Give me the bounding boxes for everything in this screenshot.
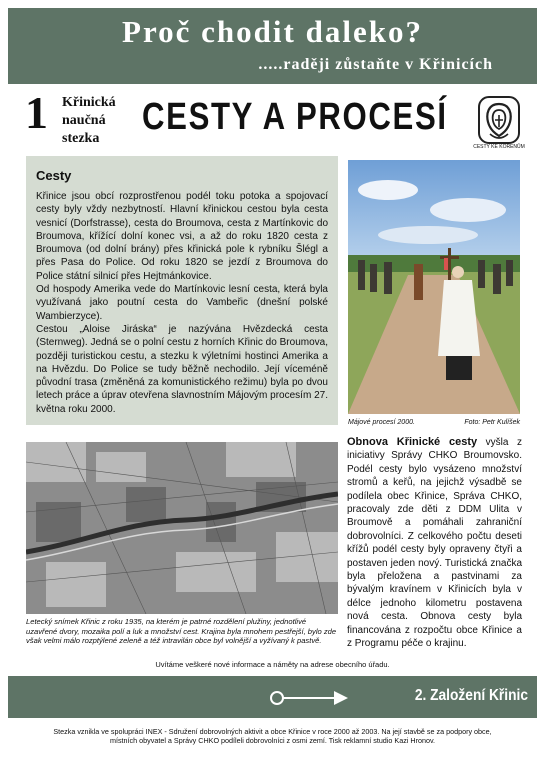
main-subtitle: .....raději zůstaňte v Křinicích [258, 56, 493, 73]
trail-number: 1 [25, 87, 48, 138]
cesty-body [36, 190, 328, 416]
next-stop-label: 2. Založení Křinic [414, 687, 528, 704]
main-title: Proč chodit daleko? [122, 14, 423, 49]
trail-name-line: stezka [62, 131, 100, 146]
section-heading: CESTY A PROCESÍ [142, 96, 448, 138]
photo-credit: Foto: Petr Kulíšek [464, 419, 520, 426]
obnova-text [347, 436, 522, 651]
arrow-right-icon [268, 689, 352, 707]
cesty-title: Cesty [36, 168, 72, 183]
top-banner [8, 8, 537, 84]
trail-name [62, 94, 116, 148]
trail-name-line: naučná [62, 113, 106, 128]
trail-name-line: Křinická [62, 95, 116, 110]
cesty-text-box [26, 156, 338, 425]
footer-line: místních obyvatel a Správy CHKO podíleli dobrovolníci z osmi zemí. Tisk reklamní studio Kazi Hronov. [109, 736, 436, 746]
aerial-caption: Letecký snímek Křinic z roku 1935, na kterém je patrné rozdělení plužiny, jednotlivé uzavřené dvory, mozaika polí a luk a množství cest. Krajina byla mnohem pestřejší, bylo zde však velmi málo rozptýlené zeleně a též intravilán obce byl volnější a vyžívaný k pastvě. [26, 617, 337, 646]
obnova-body: vyšla z iniciativy Správy CHKO Broumovsko. Podél cesty bylo vysázeno množství stromů a keřů, na jejichž výsadbě se podílela obec Křinice, Správa CHKO, pracovaly zde děti z DDM Ulita v Broumově a pomáhali zahraniční dobrovolníci. Z celkového počtu deseti křížů podél cesty byly opraveny čtyři a postaven jeden nový. Turistická značka byla přeložena a pastvinami za bývalým kravínem v Křinicích byla v délce jednoho kilometru postavena nová cesta. Obnova cesty byla financována z rozpočtu obce Křinice a z Programu péče o krajinu. [347, 437, 523, 650]
invitation-note: Uvítáme veškeré nové informace a náměty na adrese obecního úřadu. [155, 660, 390, 669]
cesty-paragraph: Od hospody Amerika vede do Martínkovic lesní cesta, která byla využívaná jako poutní cesta do Vambeřic (dnešní polské Wambierzyce). [36, 284, 328, 322]
obnova-lead: Obnova Křinické cesty [347, 436, 478, 448]
footer-line: Stezka vznikla ve spolupráci INEX - Sdružení dobrovolných aktivit a obce Křinice v roce 2000 až 2003. Na její stavbě se za podpory obce, [53, 727, 492, 736]
procession-photo [348, 160, 520, 414]
bottom-banner [8, 676, 537, 718]
trail-logo-icon [478, 96, 520, 144]
footer-credits [20, 727, 525, 746]
logo-caption: CESTY KE KOŘENŮM [473, 144, 525, 150]
aerial-photo [26, 442, 338, 614]
photo-caption-text: Májové procesí 2000. [348, 419, 415, 426]
cesty-paragraph: Křinice jsou obcí rozprostřenou podél toku potoka a spojovací cesty byly vždy nezbytností. Hlavní křinickou cestou byla cesta vesnicí (Dorfstrasse), cesta do Broumova, cesta z Martínkovic do Broumova, křížící dolní konec vsi, a až do roku 1820 cesta z Broumova (od dolní brány) přes křinická pole k rybníku Šlégl a přes Pasa do Police. Od roku 1820 se jezdí z Broumova do Police státní silnicí přes Hejtmánkovice. [36, 191, 328, 282]
photo-caption [348, 419, 520, 426]
cesty-paragraph: Cestou „Aloise Jiráska“ je nazývána Hvězdecká cesta (Sternweg). Jedná se o polní cestu z horních Křinic do Broumova, později turistickou cestu, a stezku k výletními hostinci Amerika a na Hvězdu. Do Police se tudy běžně nechodilo. Její víceméně původní trasa (změněná za komunistického režimu) byla po dvou letech práce a úprav otevřena slavnostním Májovým procesím 27. května roku 2000. [36, 323, 328, 415]
